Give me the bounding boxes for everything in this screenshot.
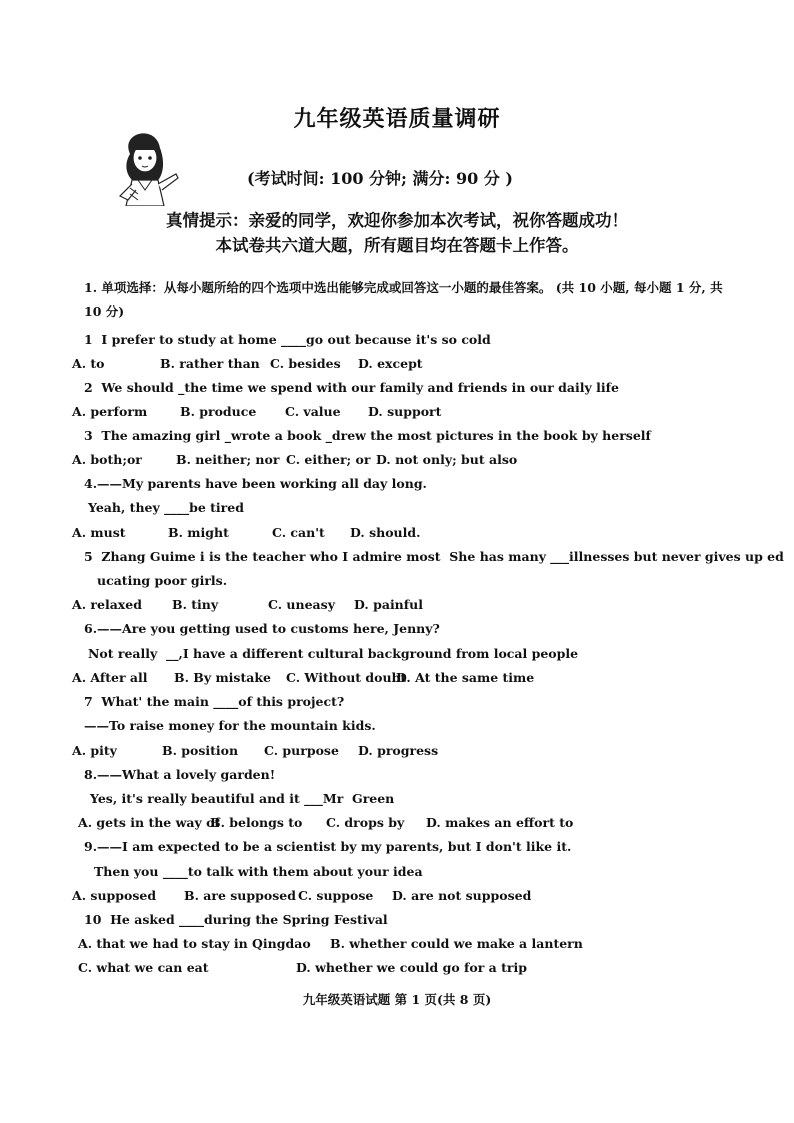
option-a: A. that we had to stay in Qingdao	[78, 936, 311, 951]
option-c: C. Without doubt	[286, 670, 407, 685]
question-7-reply: ——To raise money for the mountain kids.	[84, 718, 376, 733]
option-c: C. besides	[270, 356, 341, 371]
option-d: D. whether we could go for a trip	[296, 960, 527, 975]
option-d: D. not only; but also	[376, 452, 518, 467]
question-10: 10 He asked ____during the Spring Festival	[84, 912, 388, 927]
option-b: B. rather than	[160, 356, 260, 371]
option-a: A. After all	[72, 670, 148, 685]
option-d: D. progress	[358, 743, 439, 758]
option-c: C. value	[285, 404, 341, 419]
question-4: 4.——My parents have been working all day long.	[84, 476, 427, 491]
option-d: D. should.	[350, 525, 421, 540]
question-8: 8.——What a lovely garden!	[84, 767, 276, 782]
option-b: B. might	[168, 525, 229, 540]
option-c: C. what we can eat	[78, 960, 209, 975]
question-5: 5 Zhang Guime i is the teacher who I admire most She has many ___illnesses but never gives up ed	[84, 549, 784, 564]
option-d: D. support	[368, 404, 442, 419]
question-4-reply: Yeah, they ____be tired	[88, 500, 244, 515]
option-b: B. are supposed	[184, 888, 296, 903]
option-b: B. tiny	[172, 597, 219, 612]
tips-block	[0, 208, 794, 258]
option-c: C. can't	[272, 525, 325, 540]
option-b: B. produce	[180, 404, 257, 419]
option-a: A. supposed	[72, 888, 157, 903]
question-9: 9.——I am expected to be a scientist by my parents, but I don't like it.	[84, 839, 572, 854]
question-9-reply: Then you ____to talk with them about your idea	[94, 864, 423, 879]
option-c: C. purpose	[264, 743, 339, 758]
tip-line-1: 真情提示：亲爱的同学，欢迎你参加本次考试，祝你答题成功！	[166, 211, 628, 230]
option-d: D. except	[358, 356, 423, 371]
question-3: 3 The amazing girl _wrote a book _drew the most pictures in the book by herself	[84, 428, 651, 443]
option-c: C. drops by	[326, 815, 405, 830]
option-b: B. position	[162, 743, 239, 758]
question-6-reply: Not really __,I have a different cultural background from local people	[88, 646, 579, 661]
option-a: A. gets in the way of	[78, 815, 220, 830]
page-title: 九年级英语质量调研	[293, 106, 501, 132]
question-5-continued: ucating poor girls.	[97, 573, 228, 588]
option-a: A. to	[72, 356, 105, 371]
section-instruction: 1. 单项选择：从每小题所给的四个选项中选出能够完成或回答这一小题的最佳答案。 (共 10 小题, 每小题 1 分, 共 10 分)	[84, 280, 723, 319]
question-1: 1 I prefer to study at home ____go out because it's so cold	[84, 332, 491, 347]
page-footer: 九年级英语试题 第 1 页(共 8 页)	[302, 992, 492, 1007]
option-c: C. suppose	[298, 888, 374, 903]
tip-line-2: 本试卷共六道大题，所有题目均在答题卡上作答。	[215, 236, 579, 255]
option-a: A. relaxed	[72, 597, 142, 612]
option-a: A. perform	[72, 404, 148, 419]
option-d: D. painful	[354, 597, 423, 612]
question-2: 2 We should _the time we spend with our family and friends in our daily life	[84, 380, 619, 395]
girl-illustration	[108, 124, 180, 206]
option-b: B. neither; nor	[176, 452, 280, 467]
option-d: D. are not supposed	[392, 888, 532, 903]
option-a: A. pity	[72, 743, 117, 758]
option-b: B. belongs to	[210, 815, 303, 830]
option-d: D. makes an effort to	[426, 815, 574, 830]
option-d: D. At the same time	[396, 670, 535, 685]
option-c: C. either; or	[286, 452, 371, 467]
option-c: C. uneasy	[268, 597, 335, 612]
question-8-reply: Yes, it's really beautiful and it ___Mr Green	[90, 791, 395, 806]
question-7: 7 What' the main ____of this project?	[84, 694, 345, 709]
exam-info: (考试时间: 100 分钟; 满分: 90 分 )	[247, 169, 513, 188]
option-b: B. whether could we make a lantern	[330, 936, 583, 951]
question-6: 6.——Are you getting used to customs here, Jenny?	[84, 621, 440, 636]
option-a: A. must	[72, 525, 126, 540]
option-a: A. both;or	[72, 452, 142, 467]
option-b: B. By mistake	[174, 670, 271, 685]
